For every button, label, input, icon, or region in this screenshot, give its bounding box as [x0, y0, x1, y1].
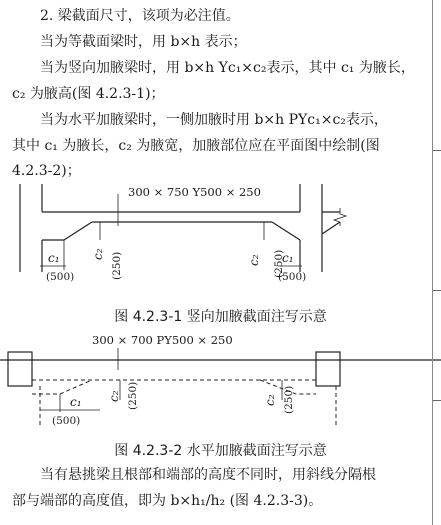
page-edge-tick — [433, 400, 441, 401]
fig1-c2-right: c₂ — [247, 254, 261, 266]
page-edge-bar — [432, 0, 441, 525]
fig2-c1-left: c₁ — [70, 395, 82, 409]
fig1-c1-right: c₁ — [282, 251, 294, 265]
paragraph-cantilever-2: 部与端部的高度值，即为 b×h₁/h₂ (图 4.2.3-3)。 — [12, 493, 323, 509]
figure-horizontal-haunch — [0, 330, 441, 430]
paragraph-horizontal-haunch-1: 当为水平加腋梁时，一侧加腋时用 b×h PYc₁×c₂表示， — [40, 112, 388, 128]
fig2-c2-left: c₂ — [107, 390, 121, 402]
fig1-c1-left: c₁ — [48, 251, 60, 265]
paragraph-vertical-haunch-1: 当为竖向加腋梁时，用 b×h Yc₁×c₂表示，其中 c₁ 为腋长， — [40, 60, 415, 76]
figure-vertical-haunch — [0, 182, 441, 302]
paragraph-horizontal-haunch-2: 其中 c₁ 为腋长，c₂ 为腋宽，加腋部位应在平面图中绘制(图 — [12, 138, 380, 154]
page-edge-tick — [433, 290, 441, 291]
figure1-label: 300 × 750 Y500 × 250 — [128, 185, 261, 199]
haunch-right-slope — [272, 222, 300, 240]
fig2-c2-right: c₂ — [263, 394, 277, 406]
page-edge-tick — [433, 150, 441, 151]
paragraph-equal-section: 当为等截面梁时，用 b×h 表示； — [40, 34, 247, 50]
fig1-250-left: (250) — [111, 251, 123, 280]
figure2-caption: 图 4.2.3-2 水平加腋截面注写示意 — [114, 443, 327, 459]
paragraph-item-2: 2. 梁截面尺寸，该项为必注值。 — [40, 8, 240, 24]
left-column — [8, 352, 32, 386]
figure1-caption: 图 4.2.3-1 竖向加腋截面注写示意 — [114, 309, 327, 325]
figure2-label: 300 × 700 PY500 × 250 — [92, 333, 233, 347]
right-column — [316, 352, 340, 386]
fig1-250-right: (250) — [273, 249, 285, 278]
fig2-500-left: (500) — [52, 415, 81, 427]
cantilever-bottom — [322, 222, 340, 234]
haunch-left-dashed — [32, 380, 92, 394]
paragraph-cantilever-1: 当有悬挑梁且根部和端部的高度不同时，用斜线分隔根 — [40, 467, 376, 483]
paragraph-vertical-haunch-2: c₂ 为腋高(图 4.2.3-1)； — [12, 86, 165, 102]
break-symbol — [334, 208, 346, 226]
fig2-250-right: (250) — [283, 385, 295, 414]
fig2-250-left: (250) — [127, 381, 139, 410]
paragraph-horizontal-haunch-3: 4.2.3-2)； — [12, 163, 81, 179]
fig1-c2-left: c₂ — [91, 248, 105, 260]
haunch-left-slope — [64, 222, 92, 240]
fig1-500-left: (500) — [46, 271, 75, 283]
fig1-500-right: (500) — [278, 271, 307, 283]
